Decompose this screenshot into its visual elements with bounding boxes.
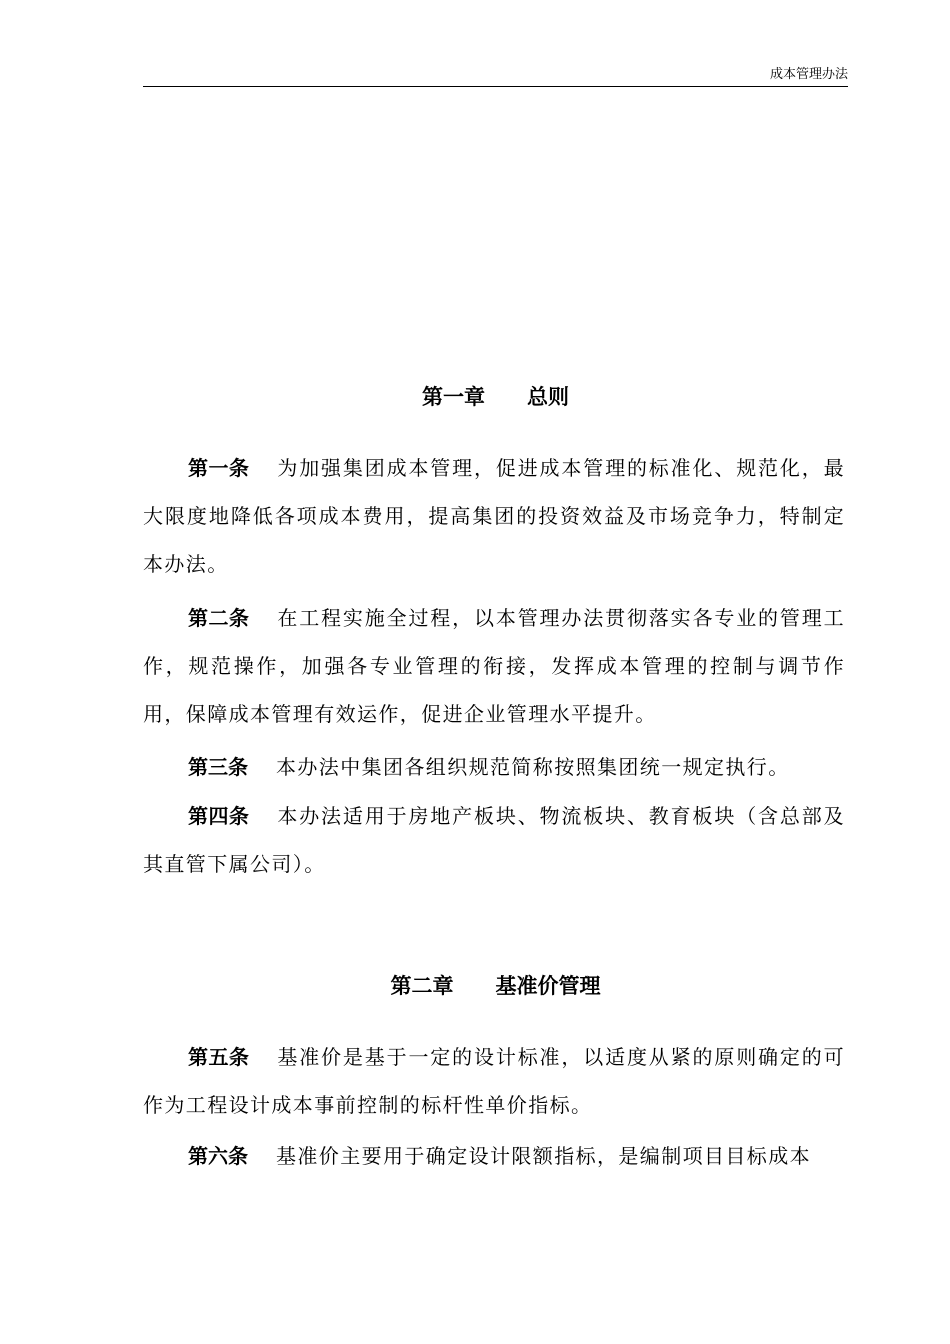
article-label: 第三条 (188, 755, 248, 779)
article-6 (143, 1132, 845, 1180)
page-header (143, 64, 848, 87)
header-title: 成本管理办法 (769, 67, 848, 82)
article-2 (143, 594, 845, 738)
chapter-1-number: 第一章 (422, 384, 485, 409)
article-label: 第一条 (188, 456, 250, 480)
chapter-2-heading (143, 973, 848, 999)
chapter-1-heading (143, 384, 848, 410)
article-1 (143, 444, 845, 588)
article-text: 基准价主要用于确定设计限额指标，是编制项目目标成本 (276, 1144, 811, 1168)
article-text: 基准价是基于一定的设计标准，以适度从紧的原则确定的可作为工程设计成本事前控制的标杆性单价指标。 (143, 1045, 846, 1117)
article-label: 第六条 (188, 1144, 248, 1168)
article-text: 本办法适用于房地产板块、物流板块、教育板块（含总部及其直管下属公司）。 (143, 804, 846, 876)
article-text: 为加强集团成本管理，促进成本管理的标准化、规范化，最大限度地降低各项成本费用，提高集团的投资效益及市场竞争力，特制定本办法。 (143, 456, 846, 576)
article-label: 第二条 (188, 606, 250, 630)
chapter-2-title: 基准价管理 (495, 973, 601, 998)
chapter-1-title: 总则 (527, 384, 569, 409)
article-label: 第五条 (188, 1045, 250, 1069)
article-text: 在工程实施全过程，以本管理办法贯彻落实各专业的管理工作，规范操作，加强各专业管理的衔接，发挥成本管理的控制与调节作用，保障成本管理有效运作，促进企业管理水平提升。 (143, 606, 846, 726)
article-label: 第四条 (188, 804, 250, 828)
chapter-2-number: 第二章 (390, 973, 454, 998)
article-4 (143, 792, 845, 888)
article-5 (143, 1033, 845, 1129)
article-3 (143, 743, 845, 791)
article-text: 本办法中集团各组织规范简称按照集团统一规定执行。 (276, 755, 790, 779)
